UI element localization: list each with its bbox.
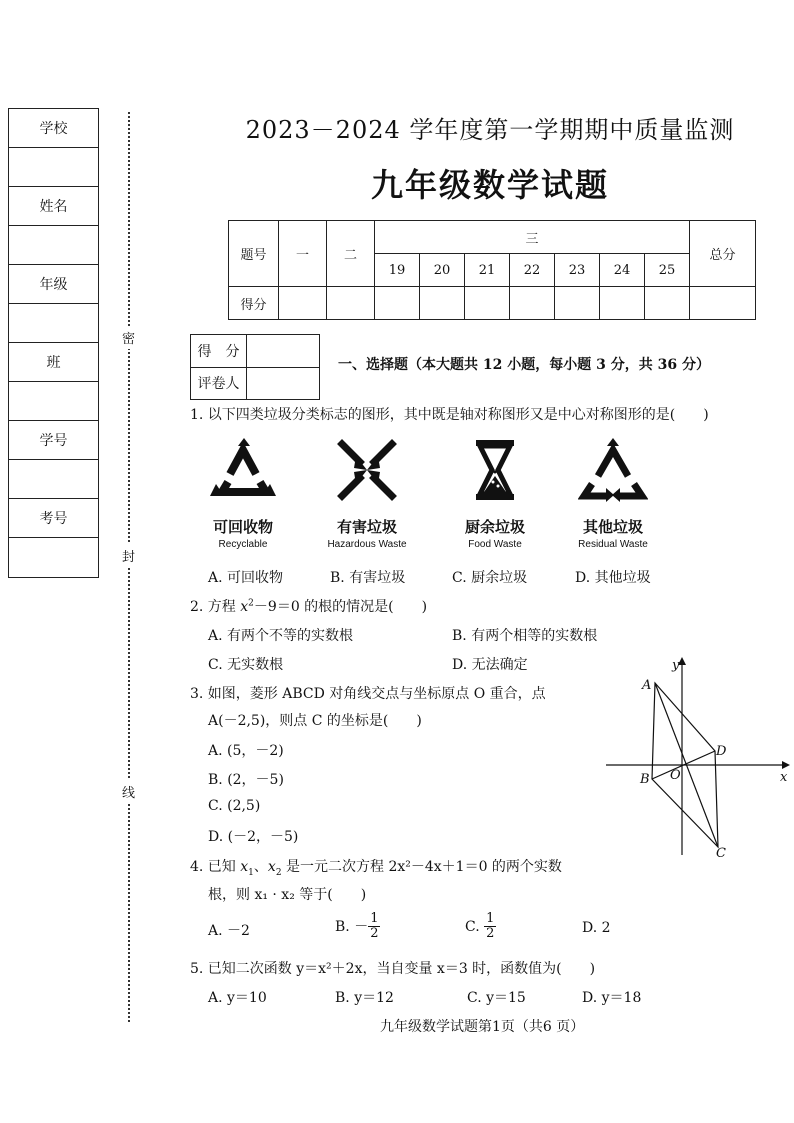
exam-id-field[interactable] [9, 538, 98, 577]
point-d-label: D [716, 744, 727, 759]
q2-option-b[interactable]: B. 有两个相等的实数根 [452, 628, 598, 644]
question-2-stem [190, 596, 427, 616]
grader-table [190, 334, 320, 400]
question-number: 21 [465, 254, 510, 287]
school-label: 学校 [9, 109, 98, 148]
symbol-residual [558, 438, 668, 550]
grade-label: 年级 [9, 265, 98, 304]
symbol-recyclable [188, 438, 298, 550]
hourglass-icon [460, 438, 530, 502]
name-label: 姓名 [9, 187, 98, 226]
q3-option-c[interactable]: C. (2,5) [208, 798, 261, 814]
symbol-en-label: Hazardous Waste [327, 539, 407, 550]
student-id-label: 学号 [9, 421, 98, 460]
class-label: 班 [9, 343, 98, 382]
q1-option-a[interactable]: A. 可回收物 [208, 570, 284, 586]
q2-stem-prefix: 2. 方程 [190, 599, 241, 615]
q4-roots: $x_1$、$x_2$ [240, 859, 282, 878]
score-cell[interactable] [600, 287, 645, 320]
q1-option-b[interactable]: B. 有害垃圾 [330, 570, 406, 586]
part-one-header: 一 [279, 221, 327, 287]
q5-option-d[interactable]: D. y＝18 [582, 990, 642, 1006]
question-3-line1: 3. 如图，菱形 ABCD 对角线交点与坐标原点 O 重合，点 [190, 686, 546, 702]
seal-mark-xian: 线 [122, 780, 135, 803]
question-no-label: 题号 [229, 221, 279, 287]
score-row-label: 得分 [229, 287, 279, 320]
part-two-header: 二 [327, 221, 375, 287]
residual-icon [578, 438, 648, 502]
symbol-cn-label: 可回收物 [212, 518, 273, 536]
rhombus-figure [600, 655, 790, 860]
score-cell[interactable] [375, 287, 420, 320]
q4-line1-prefix: 4. 已知 [190, 859, 241, 875]
score-cell[interactable] [465, 287, 510, 320]
score-cell[interactable] [327, 287, 375, 320]
fraction-numerator: 1 [486, 911, 495, 926]
score-table [228, 220, 756, 320]
exam-id-label: 考号 [9, 499, 98, 538]
fraction-half [368, 912, 380, 942]
q4-option-c[interactable] [465, 912, 496, 942]
q2-option-d[interactable]: D. 无法确定 [452, 657, 528, 673]
symbol-en-label: Residual Waste [578, 539, 648, 550]
fraction-denominator: 2 [486, 926, 495, 942]
question-3-line2: A(－2,5)，则点 C 的坐标是( ) [208, 713, 422, 729]
q1-option-d[interactable]: D. 其他垃圾 [575, 570, 651, 586]
q5-option-c[interactable]: C. y＝15 [467, 990, 526, 1006]
symbol-en-label: Food Waste [468, 539, 522, 550]
question-1-stem: 1. 以下四类垃圾分类标志的图形，其中既是轴对称图形又是中心对称图形的是( ) [190, 407, 709, 423]
school-field[interactable] [9, 148, 98, 187]
q4-option-a[interactable]: A. －2 [208, 923, 250, 939]
seal-mark-feng: 封 [122, 544, 135, 567]
question-number: 20 [420, 254, 465, 287]
q3-option-b[interactable]: B. (2，－5) [208, 772, 284, 788]
recycle-icon [208, 438, 278, 502]
seal-dotted-line [128, 112, 130, 1022]
score-cell[interactable] [645, 287, 690, 320]
score-field[interactable] [247, 335, 320, 368]
student-info-table [8, 108, 99, 578]
score-cell[interactable] [555, 287, 600, 320]
symbol-cn-label: 厨余垃圾 [464, 518, 525, 536]
page-footer: 九年级数学试题第1页（共6 页） [380, 1019, 585, 1035]
grader-label: 评卷人 [191, 367, 247, 400]
fraction-denominator: 2 [370, 926, 379, 942]
score-cell[interactable] [690, 287, 756, 320]
question-4-line2: 根，则 x₁ · x₂ 等于( ) [208, 887, 367, 903]
question-number: 22 [510, 254, 555, 287]
score-cell[interactable] [420, 287, 465, 320]
q2-option-a[interactable]: A. 有两个不等的实数根 [208, 628, 354, 644]
q1-option-c[interactable]: C. 厨余垃圾 [452, 570, 528, 586]
y-axis-label: y [672, 658, 680, 673]
fraction-half [484, 912, 496, 942]
grader-field[interactable] [247, 367, 320, 400]
score-cell[interactable] [510, 287, 555, 320]
student-id-field[interactable] [9, 460, 98, 499]
grade-field[interactable] [9, 304, 98, 343]
q4-line1-suffix: 是一元二次方程 2x²－4x＋1＝0 的两个实数 [281, 859, 562, 875]
symbol-hazardous [312, 438, 422, 550]
q3-option-d[interactable]: D. (－2，－5) [208, 829, 299, 845]
symbol-food [440, 438, 550, 550]
part-three-header: 三 [375, 221, 690, 254]
seal-mark-mi: 密 [122, 326, 135, 349]
exam-title: 九年级数学试题 [370, 166, 609, 204]
q4-option-b[interactable] [335, 912, 380, 942]
symbol-cn-label: 其他垃圾 [582, 518, 643, 536]
q5-option-b[interactable]: B. y＝12 [335, 990, 394, 1006]
total-header: 总分 [690, 221, 756, 287]
exam-subtitle: 2023－2024 学年度第一学期期中质量监测 [245, 116, 735, 144]
question-4-line1 [190, 856, 562, 878]
q5-option-a[interactable]: A. y＝10 [208, 990, 267, 1006]
question-number: 24 [600, 254, 645, 287]
origin-label: O [670, 768, 681, 783]
point-a-label: A [642, 678, 652, 693]
q3-option-a[interactable]: A. (5，－2) [208, 743, 284, 759]
question-5-stem: 5. 已知二次函数 y＝x²＋2x，当自变量 x＝3 时，函数值为( ) [190, 961, 596, 977]
section-heading: 一、选择题（本大题共 12 小题，每小题 3 分，共 36 分） [338, 357, 710, 373]
fraction-numerator: 1 [370, 911, 379, 926]
x-axis-label: x [780, 770, 788, 785]
class-field[interactable] [9, 382, 98, 421]
q2-option-c[interactable]: C. 无实数根 [208, 657, 284, 673]
q4-option-c-label: C. [465, 918, 485, 935]
q2-equation: $x^2-9=0$ [240, 598, 300, 615]
q4-option-d[interactable]: D. 2 [582, 920, 611, 936]
question-number: 25 [645, 254, 690, 287]
hazard-icon [332, 438, 402, 502]
question-number: 19 [375, 254, 420, 287]
q4-option-b-label: B. － [335, 918, 369, 935]
question-number: 23 [555, 254, 600, 287]
symbol-cn-label: 有害垃圾 [336, 518, 397, 536]
name-field[interactable] [9, 226, 98, 265]
point-b-label: B [640, 772, 650, 787]
point-c-label: C [716, 846, 726, 860]
symbol-en-label: Recyclable [218, 539, 268, 550]
score-label: 得 分 [191, 335, 247, 368]
q2-stem-suffix: 的根的情况是( ) [299, 599, 428, 615]
score-cell[interactable] [279, 287, 327, 320]
